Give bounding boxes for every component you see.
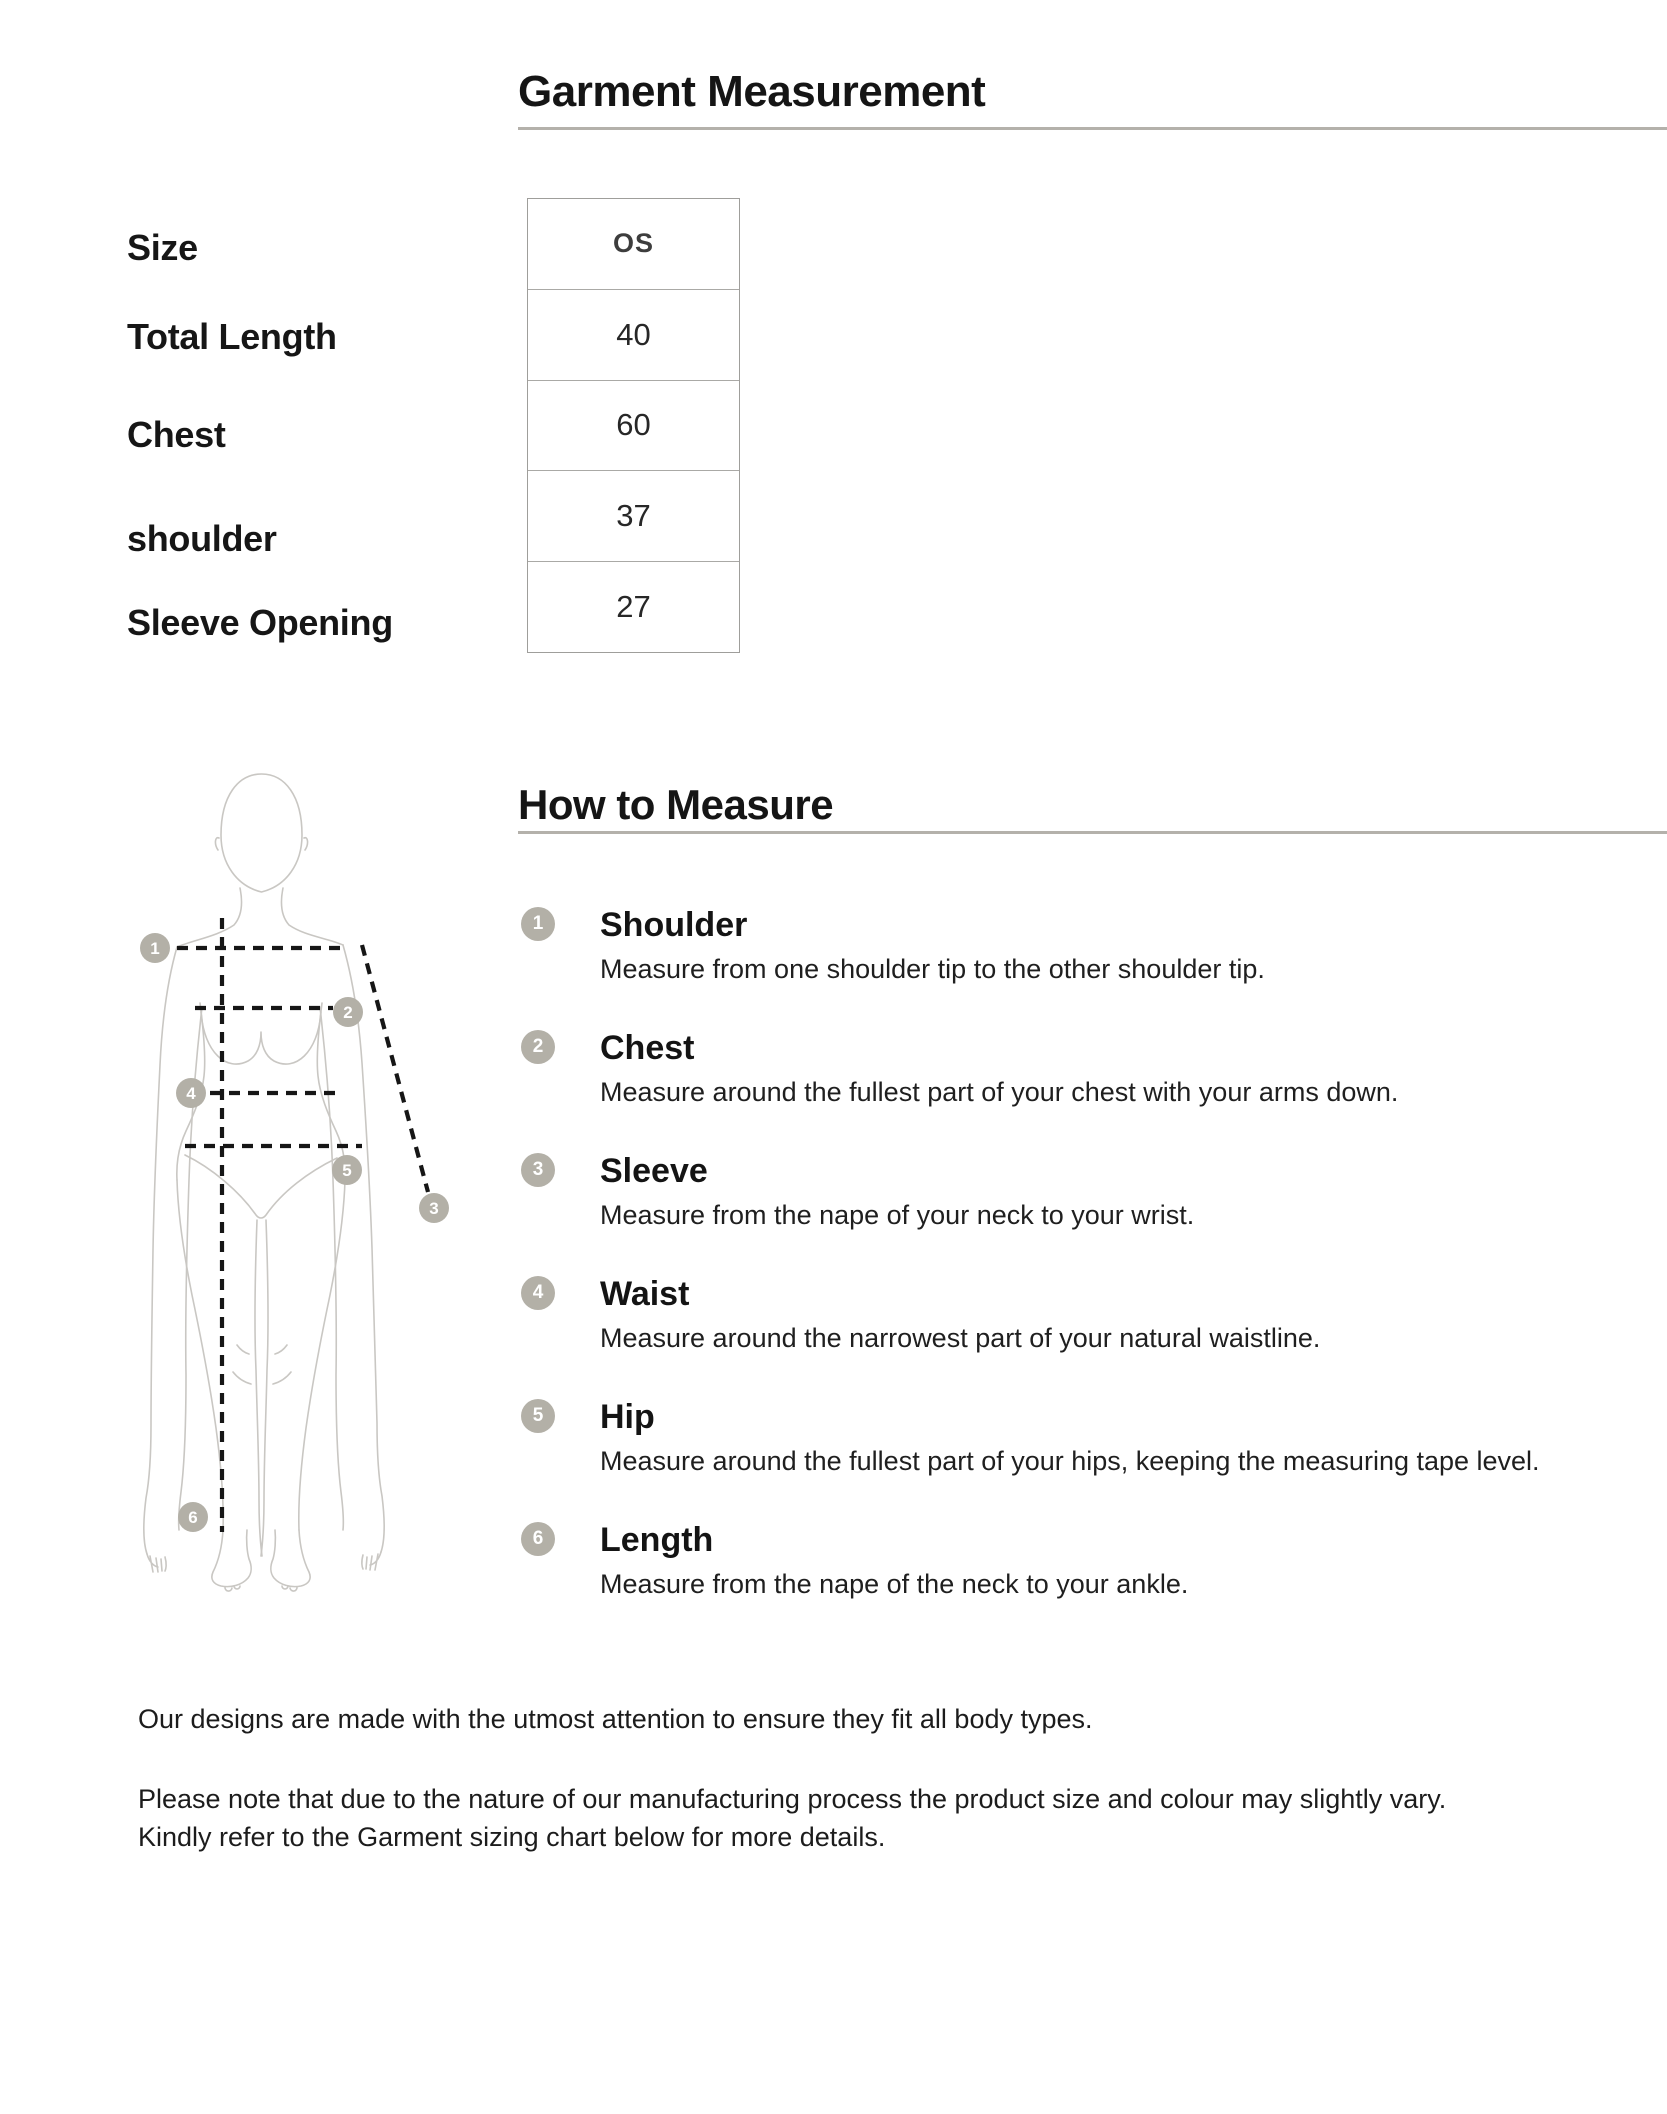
item-desc-shoulder: Measure from one shoulder tip to the other shoulder tip. bbox=[600, 954, 1265, 984]
item-badge-2: 2 bbox=[521, 1030, 555, 1064]
table-label-sleeve-opening: Sleeve Opening bbox=[127, 602, 393, 643]
item-title-length: Length bbox=[600, 1521, 714, 1559]
item-desc-hip: Measure around the fullest part of your hips, keeping the measuring tape level. bbox=[600, 1446, 1540, 1476]
item-title-waist: Waist bbox=[600, 1275, 690, 1313]
measure-item-waist bbox=[521, 1276, 1320, 1353]
figure-badges bbox=[140, 933, 449, 1532]
measure-item-length bbox=[521, 1522, 1188, 1599]
item-badge-1: 1 bbox=[521, 907, 555, 941]
item-desc-length: Measure from the nape of the neck to your ankle. bbox=[600, 1569, 1189, 1599]
table-cell-shoulder: 37 bbox=[528, 470, 739, 561]
item-desc-sleeve: Measure from the nape of your neck to your wrist. bbox=[600, 1200, 1195, 1230]
note-refer-chart: Kindly refer to the Garment sizing chart below for more details. bbox=[138, 1822, 886, 1852]
measure-item-sleeve bbox=[521, 1153, 1194, 1230]
item-title-hip: Hip bbox=[600, 1398, 655, 1436]
garment-title-rule bbox=[518, 127, 1667, 130]
figure-badge-5-num: 5 bbox=[342, 1161, 352, 1180]
table-cell-sleeve-opening: 27 bbox=[528, 561, 739, 652]
measure-item-shoulder bbox=[521, 907, 1265, 984]
note-manufacturing: Please note that due to the nature of our manufacturing process the product size and colour may slightly vary. bbox=[138, 1784, 1447, 1814]
item-badge-3: 3 bbox=[521, 1153, 555, 1187]
item-title-chest: Chest bbox=[600, 1029, 695, 1067]
measure-item-chest bbox=[521, 1030, 1398, 1107]
item-title-sleeve: Sleeve bbox=[600, 1152, 708, 1190]
measurement-dash-lines bbox=[177, 918, 428, 1532]
table-label-chest: Chest bbox=[127, 414, 226, 455]
figure-badge-6-num: 6 bbox=[188, 1508, 198, 1527]
item-badge-4: 4 bbox=[521, 1276, 555, 1310]
table-label-size: Size bbox=[127, 227, 198, 268]
figure-badge-4-num: 4 bbox=[186, 1084, 196, 1103]
measurement-value-table bbox=[527, 198, 740, 653]
table-cell-total-length: 40 bbox=[528, 289, 739, 380]
table-cell-chest: 60 bbox=[528, 380, 739, 471]
garment-measurement-title: Garment Measurement bbox=[518, 67, 986, 116]
figure-badge-3-num: 3 bbox=[429, 1199, 439, 1218]
table-cell-size: OS bbox=[612, 228, 654, 259]
item-badge-5: 5 bbox=[521, 1399, 555, 1433]
body-measurement-figure bbox=[130, 760, 460, 1600]
item-badge-6: 6 bbox=[521, 1522, 555, 1556]
table-label-total-length: Total Length bbox=[127, 316, 337, 357]
item-desc-waist: Measure around the narrowest part of your natural waistline. bbox=[600, 1323, 1321, 1353]
sleeve-dash-line bbox=[362, 945, 428, 1192]
table-label-shoulder: shoulder bbox=[127, 518, 277, 559]
how-to-measure-rule bbox=[518, 831, 1667, 834]
measure-item-hip bbox=[521, 1399, 1540, 1476]
figure-badge-1-num: 1 bbox=[150, 939, 160, 958]
item-desc-chest: Measure around the fullest part of your chest with your arms down. bbox=[600, 1077, 1399, 1107]
figure-badge-2-num: 2 bbox=[343, 1003, 353, 1022]
note-body-types: Our designs are made with the utmost attention to ensure they fit all body types. bbox=[138, 1704, 1093, 1734]
item-title-shoulder: Shoulder bbox=[600, 906, 748, 944]
how-to-measure-title: How to Measure bbox=[518, 781, 834, 828]
